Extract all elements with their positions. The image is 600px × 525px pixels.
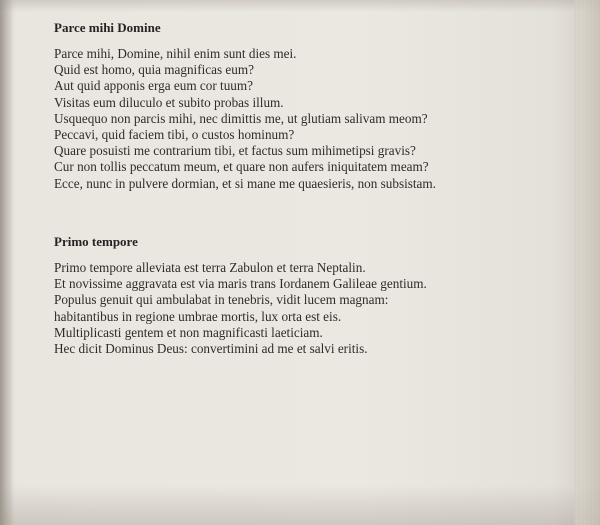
page-shade-top	[0, 0, 600, 12]
verse-line: Quare posuisti me contrarium tibi, et factus sum mihimetipsi gravis?	[54, 143, 416, 159]
section-heading: Parce mihi Domine	[54, 20, 161, 35]
verse-line: Usquequo non parcis mihi, nec dimittis me, ut glutiam salivam meom?	[54, 110, 428, 126]
verse-line: Hec dicit Dominus Deus: convertimini ad me et salvi eritis.	[54, 341, 368, 357]
verse-line: Peccavi, quid faciem tibi, o custos hominum?	[54, 127, 295, 143]
verse-line: Multiplicasti gentem et non magnificasti laeticiam.	[54, 324, 323, 340]
verse-line: Aut quid apponis erga eum cor tuum?	[54, 78, 253, 94]
section-primo-tempore	[54, 234, 427, 357]
verse-line: Visitas eum diluculo et subito probas illum.	[54, 94, 284, 110]
verse-line: Quid est homo, quia magnificas eum?	[54, 62, 254, 78]
verse-line: Ecce, nunc in pulvere dormian, et si mane me quaesieris, non subsistam.	[54, 175, 436, 191]
verse-line: Et novissime aggravata est via maris trans Iordanem Galileae gentium.	[54, 276, 427, 292]
verse-line: Populus genuit qui ambulabat in tenebris, vidit lucem magnam:	[54, 292, 389, 308]
section-heading: Primo tempore	[54, 234, 138, 249]
verse-line: Primo tempore alleviata est terra Zabulon et terra Neptalin.	[54, 260, 366, 275]
verse-line: Parce mihi, Domine, nihil enim sunt dies mei.	[54, 46, 297, 61]
page-edge	[574, 0, 600, 525]
verse-line: habitantibus in regione umbrae mortis, lux orta est eis.	[54, 308, 342, 324]
section-parce-mihi	[54, 20, 436, 192]
spine-shadow	[0, 0, 14, 525]
verse-line: Cur non tollis peccatum meum, et quare non aufers iniquitatem meam?	[54, 159, 429, 175]
page-shade-bottom	[0, 485, 600, 525]
